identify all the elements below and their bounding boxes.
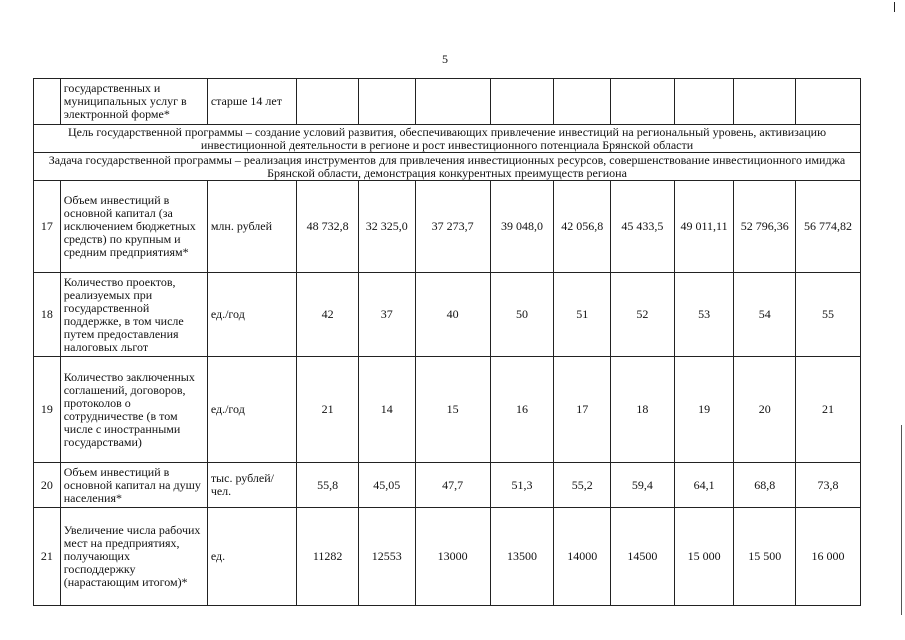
value-cell: 55 <box>796 273 861 357</box>
value-cell: 50 <box>490 273 554 357</box>
row-number-cell: 19 <box>34 357 61 463</box>
row-number-cell: 20 <box>34 463 61 508</box>
value-cell: 20 <box>734 357 796 463</box>
table-row <box>34 273 861 357</box>
value-cell: 68,8 <box>734 463 796 508</box>
value-cell: 37 <box>359 273 416 357</box>
value-cell: 47,7 <box>415 463 490 508</box>
row-number-cell <box>34 79 61 125</box>
value-cell: 39 048,0 <box>490 181 554 273</box>
program-goal-text: Цель государственной программы – создание условий развития, обеспечивающих привлечение инвестиций на региональный уровень, активизацию инвестиционной деятельности в регионе и рост инвестиционного потенциала Брянской области <box>34 125 861 153</box>
unit-cell: старше 14 лет <box>207 79 296 125</box>
value-cell: 54 <box>734 273 796 357</box>
value-cell: 19 <box>674 357 734 463</box>
unit-cell: ед./год <box>207 357 296 463</box>
value-cell <box>610 79 674 125</box>
unit-cell: млн. рублей <box>207 181 296 273</box>
value-cell: 51,3 <box>490 463 554 508</box>
unit-cell: тыс. рублей/чел. <box>207 463 296 508</box>
indicator-name-cell: Количество заключенных соглашений, договоров, протоколов о сотрудничестве (в том числе с иностранными государствами) <box>60 357 207 463</box>
indicator-name-cell: Количество проектов, реализуемых при государственной поддержке, в том числе путем предоставления налоговых льгот <box>60 273 207 357</box>
value-cell <box>674 79 734 125</box>
indicators-table <box>33 78 861 606</box>
value-cell: 42 056,8 <box>554 181 611 273</box>
scan-edge-mark-right <box>901 425 902 615</box>
value-cell: 48 732,8 <box>297 181 359 273</box>
value-cell: 16 <box>490 357 554 463</box>
value-cell: 16 000 <box>796 508 861 606</box>
value-cell: 13500 <box>490 508 554 606</box>
row-number-cell: 18 <box>34 273 61 357</box>
value-cell: 18 <box>610 357 674 463</box>
indicator-name-cell: Увеличение числа рабочих мест на предприятиях, получающих господдержку (нарастающим итогом)* <box>60 508 207 606</box>
value-cell: 52 796,36 <box>734 181 796 273</box>
value-cell: 56 774,82 <box>796 181 861 273</box>
value-cell <box>297 79 359 125</box>
page-number: 5 <box>442 52 448 66</box>
value-cell <box>554 79 611 125</box>
value-cell: 14000 <box>554 508 611 606</box>
value-cell <box>490 79 554 125</box>
row-number-cell: 17 <box>34 181 61 273</box>
unit-cell: ед. <box>207 508 296 606</box>
value-cell: 64,1 <box>674 463 734 508</box>
value-cell: 21 <box>796 357 861 463</box>
program-task-text: Задача государственной программы – реализация инструментов для привлечения инвестиционных ресурсов, совершенствование инвестиционного имиджа Брянской области, демонстрация конкурентных преимуществ региона <box>34 153 861 181</box>
value-cell: 21 <box>297 357 359 463</box>
value-cell: 13000 <box>415 508 490 606</box>
value-cell: 15 500 <box>734 508 796 606</box>
scan-edge-mark-top <box>894 2 895 12</box>
indicator-name-cell: Объем инвестиций в основной капитал на душу населения* <box>60 463 207 508</box>
table-row <box>34 181 861 273</box>
value-cell: 73,8 <box>796 463 861 508</box>
value-cell: 51 <box>554 273 611 357</box>
value-cell: 49 011,11 <box>674 181 734 273</box>
table-row <box>34 357 861 463</box>
value-cell: 59,4 <box>610 463 674 508</box>
goal-row <box>34 125 861 153</box>
value-cell <box>796 79 861 125</box>
indicator-name-cell: Объем инвестиций в основной капитал (за исключением бюджетных средств) по крупным и средним предприятиям* <box>60 181 207 273</box>
value-cell: 37 273,7 <box>415 181 490 273</box>
value-cell: 42 <box>297 273 359 357</box>
value-cell: 55,2 <box>554 463 611 508</box>
value-cell: 14500 <box>610 508 674 606</box>
value-cell: 53 <box>674 273 734 357</box>
value-cell: 52 <box>610 273 674 357</box>
indicator-name-cell: государственных и муниципальных услуг в электронной форме* <box>60 79 207 125</box>
value-cell: 15 000 <box>674 508 734 606</box>
value-cell: 55,8 <box>297 463 359 508</box>
value-cell: 15 <box>415 357 490 463</box>
row-number-cell: 21 <box>34 508 61 606</box>
value-cell: 32 325,0 <box>359 181 416 273</box>
task-row <box>34 153 861 181</box>
value-cell: 12553 <box>359 508 416 606</box>
value-cell: 45,05 <box>359 463 416 508</box>
unit-cell: ед./год <box>207 273 296 357</box>
value-cell: 40 <box>415 273 490 357</box>
value-cell <box>415 79 490 125</box>
table-row <box>34 463 861 508</box>
table-row <box>34 508 861 606</box>
value-cell: 45 433,5 <box>610 181 674 273</box>
value-cell: 11282 <box>297 508 359 606</box>
value-cell <box>734 79 796 125</box>
value-cell: 14 <box>359 357 416 463</box>
value-cell: 17 <box>554 357 611 463</box>
value-cell <box>359 79 416 125</box>
table-row-continuation <box>34 79 861 125</box>
